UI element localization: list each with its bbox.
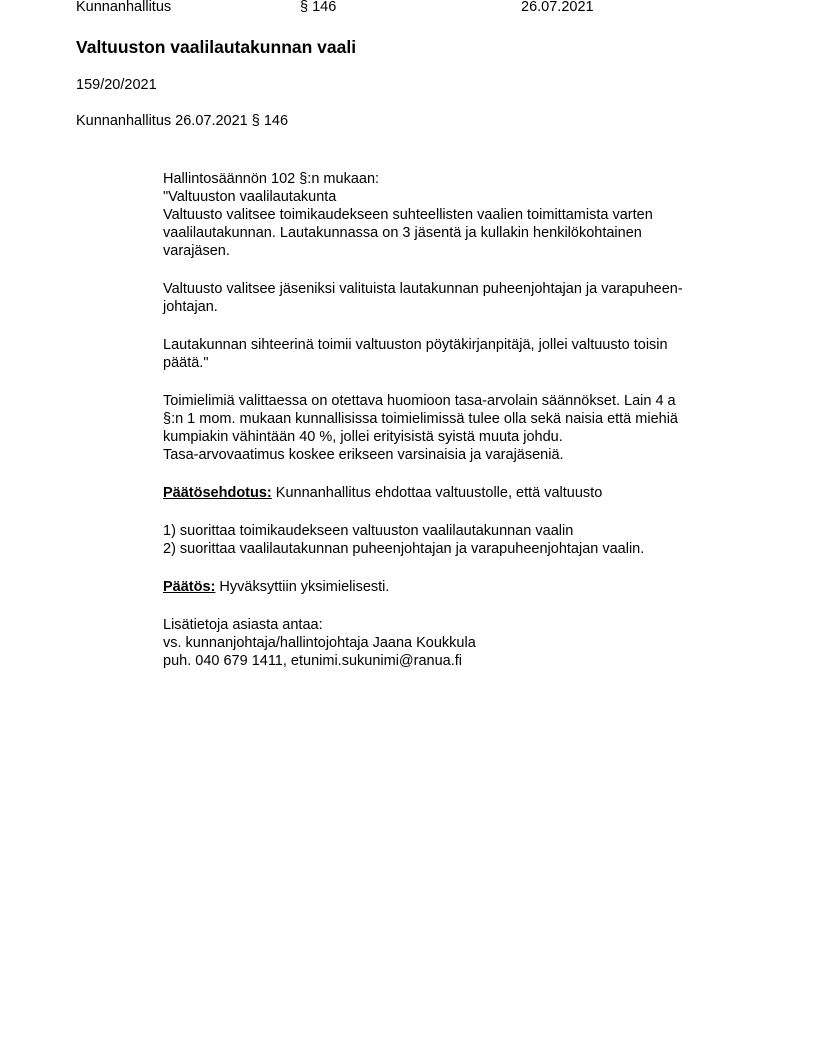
text-line: johtajan. [163, 299, 218, 315]
text-line: Toimielimiä valittaessa on otettava huomioon tasa-arvolain säännökset. Lain 4 a [163, 393, 676, 409]
text-line: §:n 1 mom. mukaan kunnallisissa toimielimissä tulee olla sekä naisia että miehiä [163, 411, 678, 427]
proposal-item: 1) suorittaa toimikaudekseen valtuuston vaalilautakunnan vaalin [163, 523, 574, 539]
record-number: 159/20/2021 [76, 77, 157, 93]
text-line: kumpiakin vähintään 40 %, jollei erityisistä syistä muuta johdu. [163, 429, 563, 445]
text-line: "Valtuuston vaalilautakunta [163, 189, 337, 205]
contact-line: vs. kunnanjohtaja/hallintojohtaja Jaana Koukkula [163, 635, 476, 651]
decision-text: Hyväksyttiin yksimielisesti. [215, 579, 390, 595]
text-line: päätä." [163, 355, 209, 371]
decision [163, 578, 763, 596]
document-body [163, 170, 763, 670]
text-line: Tasa-arvovaatimus koskee erikseen varsinaisia ja varajäseniä. [163, 447, 564, 463]
contact-line: puh. 040 679 1411, etunimi.sukunimi@ranua.fi [163, 653, 462, 669]
paragraph [163, 170, 763, 260]
text-line: varajäsen. [163, 243, 230, 259]
text-line: vaalilautakunnan. Lautakunnassa on 3 jäsentä ja kullakin henkilökohtainen [163, 225, 642, 241]
paragraph [163, 392, 763, 464]
paragraph [163, 280, 763, 316]
proposal-label: Päätösehdotus: [163, 485, 272, 501]
text-line: Hallintosäännön 102 §:n mukaan: [163, 171, 380, 187]
decision-label: Päätös: [163, 579, 216, 595]
text-line: Valtuusto valitsee toimikaudekseen suhteellisten vaalien toimittamista varten [163, 207, 653, 223]
header-section: § 146 [300, 0, 337, 15]
meeting-reference: Kunnanhallitus 26.07.2021 § 146 [76, 113, 289, 129]
contact-line: Lisätietoja asiasta antaa: [163, 617, 323, 633]
proposal-text: Kunnanhallitus ehdottaa valtuustolle, että valtuusto [271, 485, 603, 501]
header-body: Kunnanhallitus [76, 0, 172, 15]
page-title: Valtuuston vaalilautakunnan vaali [76, 37, 357, 57]
text-line: Valtuusto valitsee jäseniksi valituista lautakunnan puheenjohtajan ja varapuheen- [163, 281, 683, 297]
text-line: Lautakunnan sihteerinä toimii valtuuston pöytäkirjanpitäjä, jollei valtuusto toisin [163, 337, 668, 353]
paragraph [163, 336, 763, 372]
proposal [163, 484, 763, 502]
header-date: 26.07.2021 [521, 0, 594, 15]
proposal-item: 2) suorittaa vaalilautakunnan puheenjohtajan ja varapuheenjohtajan vaalin. [163, 541, 645, 557]
